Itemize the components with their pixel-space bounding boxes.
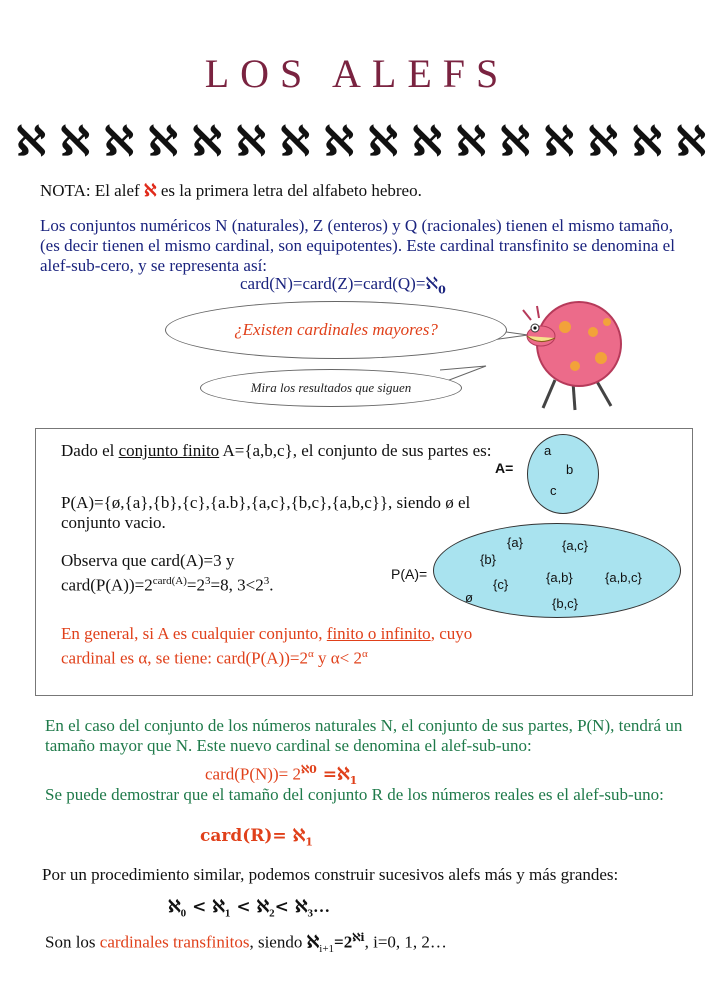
- naturals-formula-sup: ℵ0: [300, 763, 317, 776]
- alef-chain: [168, 897, 330, 923]
- procedure-paragraph: Por un procedimiento similar, podemos construir sucesivos alefs más y más grandes:: [42, 865, 619, 884]
- box-paragraph-4: [61, 624, 521, 669]
- naturals-formula-a: card(P(N))= 2: [205, 764, 301, 784]
- monster-illustration: [515, 292, 630, 412]
- answer-bubble: [200, 369, 462, 407]
- intro-formula-text: card(N)=card(Z)=card(Q)=ℵ: [240, 274, 439, 293]
- box-paragraph-3: [61, 551, 391, 596]
- alef-glyph: ℵ: [280, 118, 310, 165]
- alef-row: [16, 118, 706, 165]
- closing-highlight: cardinales transfinitos: [99, 932, 250, 952]
- closing-sup: ℵi: [352, 931, 365, 944]
- naturals-paragraph: En el caso del conjunto de los números naturales N, el conjunto de sus partes, P(N), tendrá un tamaño mayor que N. Este nuevo cardinal se denomina el alef-sub-uno:: [45, 716, 683, 755]
- alef-glyph: ℵ: [104, 118, 134, 165]
- box-paragraph-1: [61, 441, 501, 461]
- answer-text: Mira los resultados que siguen: [250, 380, 412, 395]
- alef-glyph: ℵ: [236, 118, 266, 165]
- box-p4-sup1: α: [307, 648, 314, 660]
- box-paragraph-2: P(A)={ø,{a},{b},{c},{a.b},{a,c},{b,c},{a,b,c}}, siendo ø el conjunto vacio.: [61, 493, 471, 532]
- naturals-formula-sub: 1: [349, 774, 358, 788]
- alef-glyph: ℵ: [16, 118, 46, 165]
- chain-end: …: [313, 897, 331, 916]
- alef-glyph: ℵ: [500, 118, 530, 165]
- nota-alef: ℵ: [143, 181, 157, 201]
- alef-glyph: ℵ: [676, 118, 706, 165]
- diagram-a-element: b: [566, 462, 574, 477]
- naturals-formula-b: =ℵ: [316, 764, 350, 785]
- chain-alef: < ℵ: [230, 897, 270, 917]
- alef-glyph: ℵ: [148, 118, 178, 165]
- reals-paragraph: Se puede demostrar que el tamaño del conjunto R de los números reales es el alef-sub-uno:: [45, 785, 664, 804]
- diagram-a-label: A=: [495, 460, 514, 476]
- box-p4-mid: , cuyo cardinal es α, se tiene: card(P(A))=2: [61, 624, 473, 668]
- diagram-p-label: P(A)=: [391, 566, 428, 582]
- chain-alef: ℵ: [168, 897, 181, 917]
- nota-suffix: es la primera letra del alfabeto hebreo.: [156, 181, 422, 200]
- reals-formula-sub: 1: [305, 835, 313, 849]
- intro-formula: [240, 274, 446, 300]
- alef-glyph: ℵ: [544, 118, 574, 165]
- box-p3-line1: Observa que card(A)=3 y: [61, 551, 235, 570]
- diagram-p-element: {a,c}: [562, 538, 589, 553]
- alef-glyph: ℵ: [324, 118, 354, 165]
- alef-glyph: ℵ: [456, 118, 486, 165]
- nota-prefix: NOTA: El alef: [40, 181, 144, 200]
- box-p3-b: =2: [186, 575, 206, 595]
- box-p4-sup2: α: [361, 648, 368, 660]
- question-text: ¿Existen cardinales mayores?: [234, 320, 438, 339]
- closing-alef: ℵ: [306, 932, 320, 953]
- box-p1-post: A={a,b,c}, el conjunto de sus partes es:: [219, 441, 492, 460]
- closing-sub: i+1: [319, 943, 335, 956]
- diagram-p-element: {a,b,c}: [605, 570, 642, 585]
- box-p3-sup3: 3: [263, 575, 270, 587]
- box-p3-d: .: [269, 575, 274, 595]
- closing-mid: , siendo: [249, 932, 307, 952]
- page-title: LOS ALEFS: [204, 51, 510, 96]
- box-p3-a: card(P(A))=2: [61, 575, 153, 595]
- intro-formula-sub: 0: [438, 283, 446, 297]
- nota: [40, 181, 422, 201]
- diagram-p-element: {a,b}: [546, 570, 573, 585]
- box-p3-sup2: 3: [205, 575, 211, 587]
- closing-paragraph: [45, 928, 695, 959]
- diagram-p-element: {b,c}: [552, 596, 579, 611]
- closing-eq: =2: [334, 932, 353, 952]
- chain-sub: 3: [307, 907, 314, 920]
- chain-sub: 2: [269, 907, 275, 920]
- intro-paragraph: Los conjuntos numéricos N (naturales), Z (enteros) y Q (racionales) tienen el mismo tamaño, (es decir tienen el mismo cardinal, son equipotentes). Este cardinal transfinito se denomina el alef-sub-cero, y se representa así:: [40, 216, 675, 275]
- reals-formula-text: card(R)= ℵ: [200, 826, 306, 846]
- alef-glyph: ℵ: [368, 118, 398, 165]
- box-p4-underlined: finito o infinito: [326, 624, 431, 643]
- closing-pre: Son los: [45, 932, 100, 952]
- alef-glyph: ℵ: [192, 118, 222, 165]
- diagram-a-element: c: [550, 483, 557, 498]
- diagram-p-element: {a}: [507, 535, 523, 550]
- box-p1-underlined: conjunto finito: [118, 441, 220, 460]
- box-p3-sup1: card(A): [152, 575, 187, 587]
- question-bubble: [165, 301, 507, 359]
- diagram-p-element: {c}: [493, 577, 509, 592]
- box-p3-c: =8, 3<2: [210, 575, 264, 595]
- reals-formula: [200, 826, 313, 852]
- chain-sub: 0: [180, 907, 187, 920]
- diagram-a-ellipse: [527, 434, 599, 514]
- diagram-p-element: ø: [465, 590, 473, 605]
- diagram-a-element: a: [544, 443, 552, 458]
- chain-sub: 1: [224, 907, 231, 920]
- closing-post: , i=0, 1, 2…: [364, 932, 447, 952]
- alef-glyph: ℵ: [632, 118, 662, 165]
- diagram-p-element: {b}: [480, 552, 496, 567]
- alef-glyph: ℵ: [412, 118, 442, 165]
- alef-glyph: ℵ: [60, 118, 90, 165]
- box-p4-pre: En general, si A es cualquier conjunto,: [61, 624, 327, 643]
- box-p4-post: y α< 2: [313, 648, 362, 668]
- chain-alef: < ℵ: [274, 897, 308, 917]
- box-p1-pre: Dado el: [61, 441, 119, 460]
- chain-alef: < ℵ: [186, 897, 225, 917]
- alef-glyph: ℵ: [588, 118, 618, 165]
